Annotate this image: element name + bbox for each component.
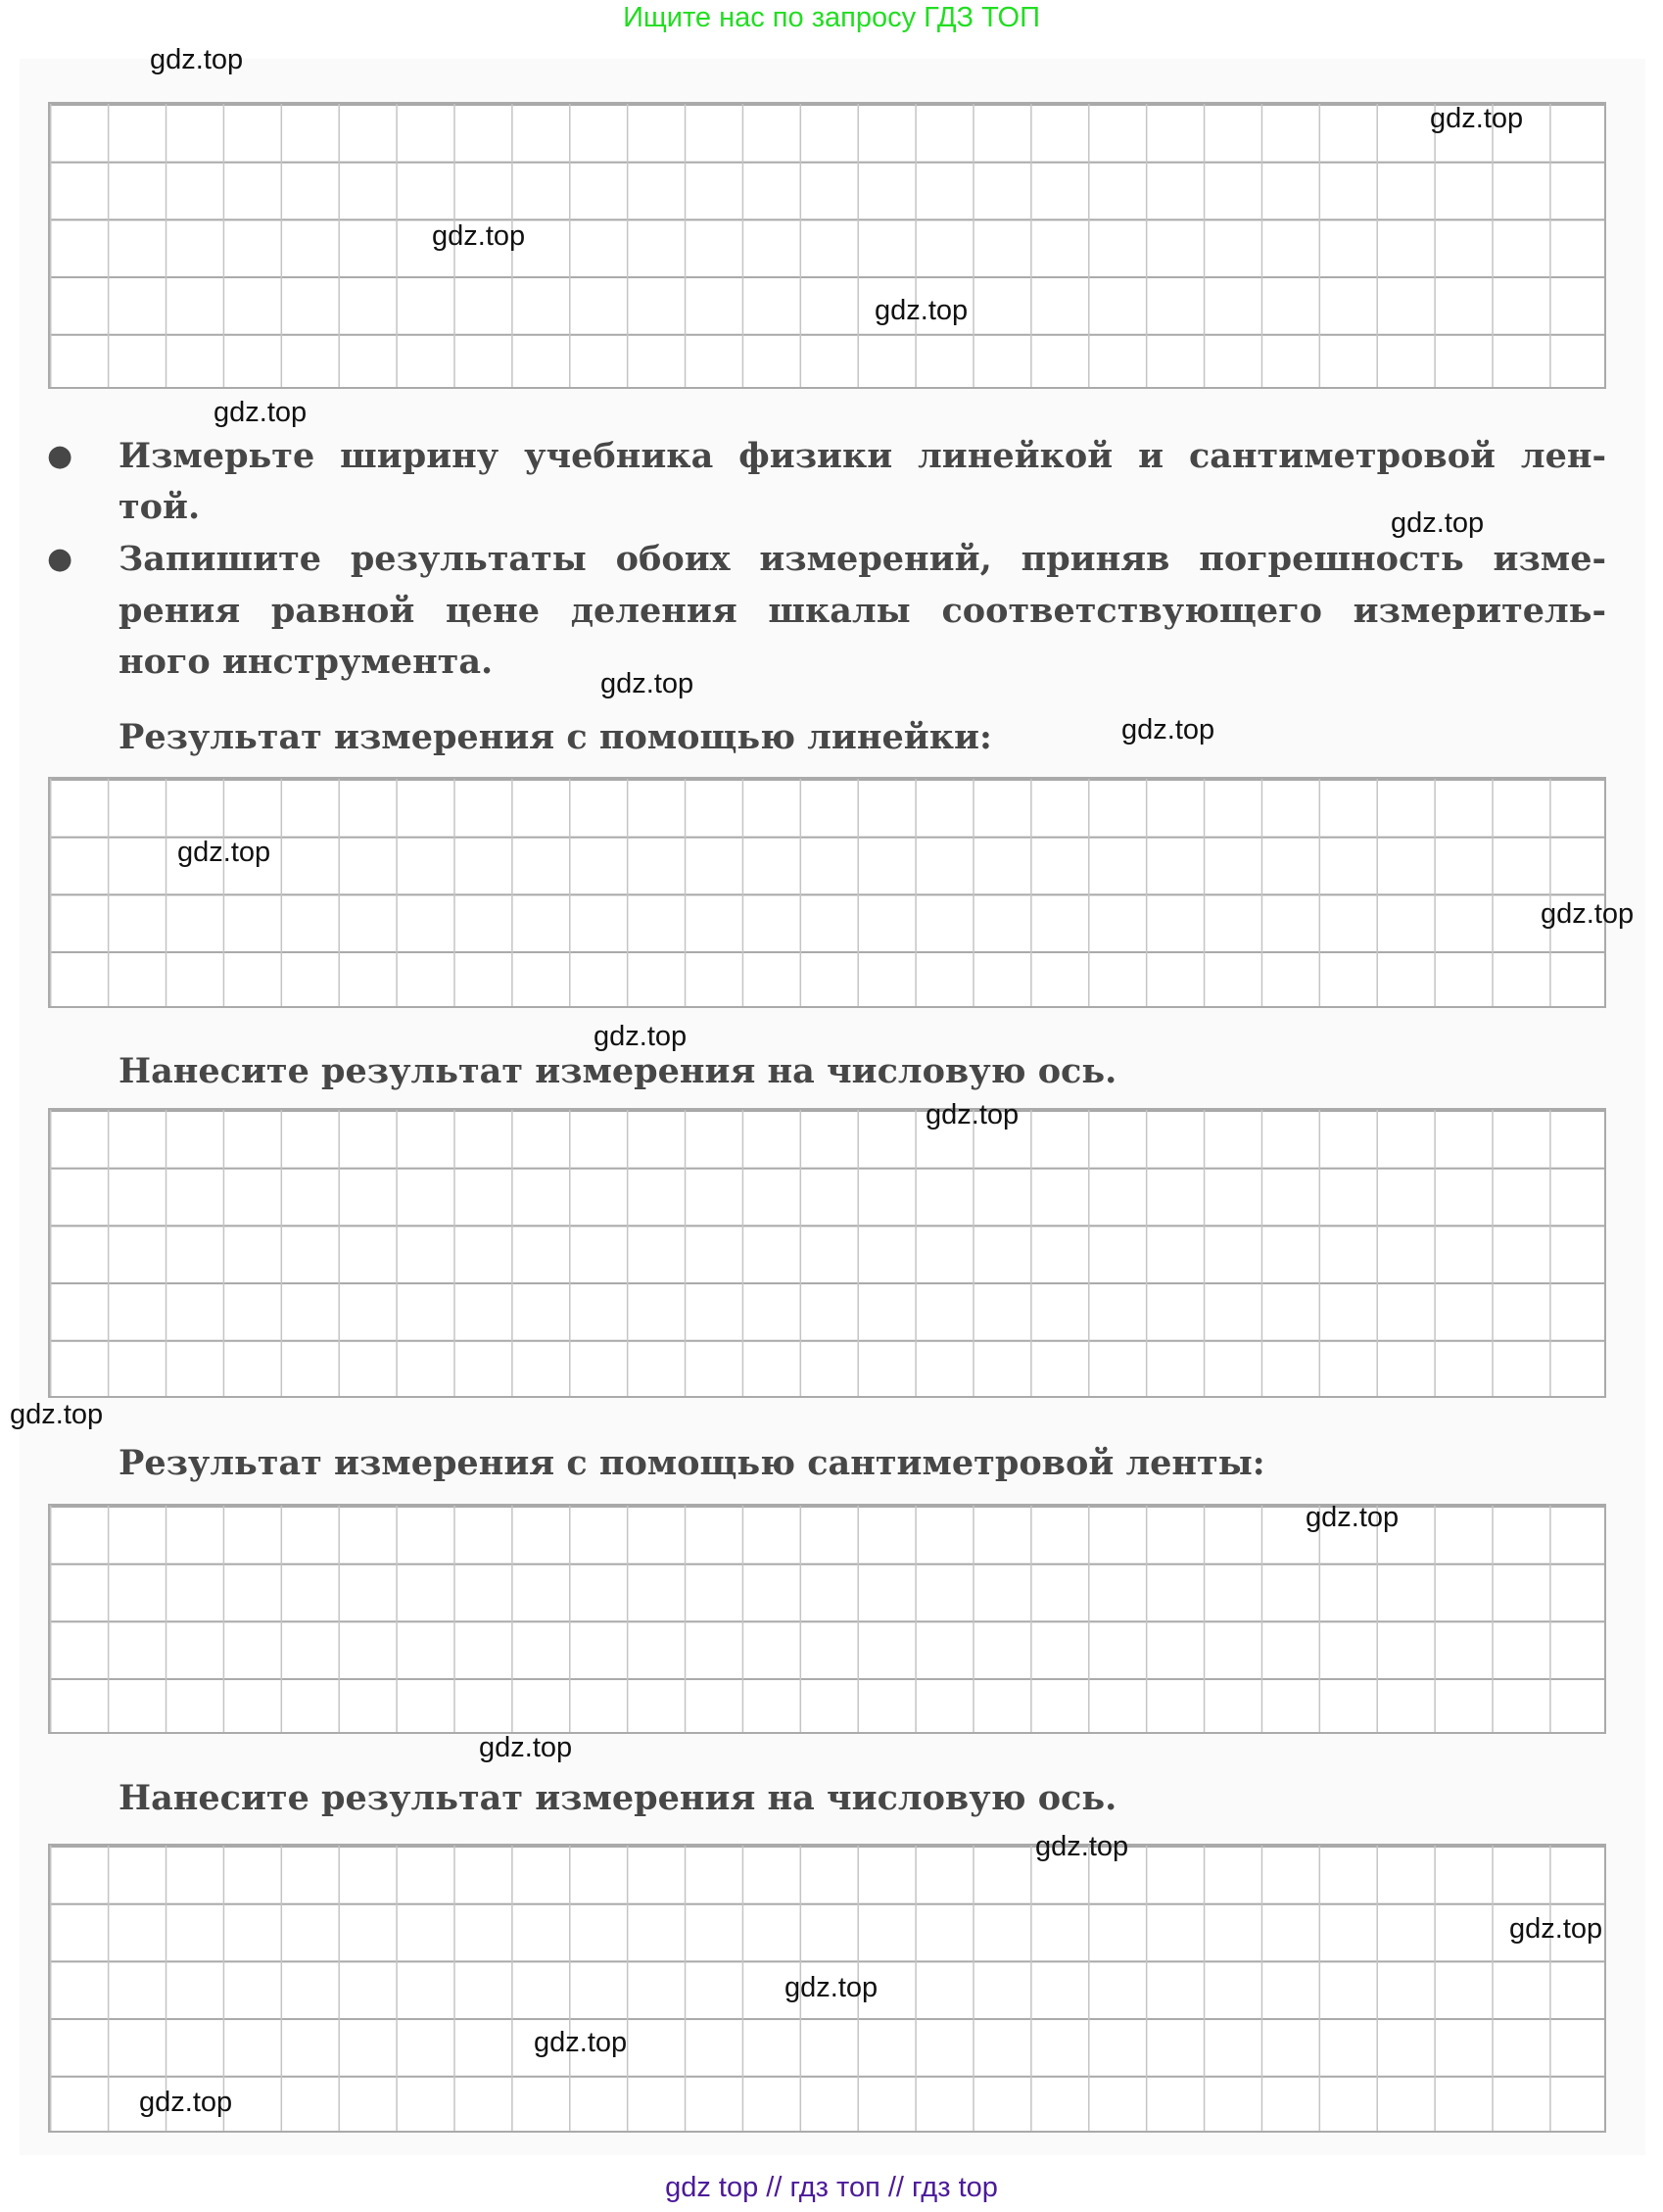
watermark: gdz.top	[432, 220, 526, 252]
bullet-1: ●	[47, 439, 73, 473]
watermark: gdz.top	[926, 1099, 1020, 1130]
watermark: gdz.top	[1430, 103, 1524, 134]
answer-grid-1[interactable]	[48, 102, 1606, 389]
instruction-1-line-1: Измерьте ширину учебника физики линейкой и сантиметровой лен-	[119, 436, 1606, 476]
search-banner[interactable]: Ищите нас по запросу ГДЗ ТОП	[623, 2, 1040, 33]
watermark: gdz.top	[214, 397, 308, 428]
watermark: gdz.top	[177, 837, 271, 868]
instruction-2-line-3: ного инструмента.	[119, 642, 494, 682]
watermark: gdz.top	[784, 1972, 879, 2003]
watermark: gdz.top	[150, 44, 244, 75]
watermark: gdz.top	[479, 1732, 573, 1763]
watermark: gdz.top	[1541, 898, 1635, 930]
watermark: gdz.top	[594, 1021, 688, 1052]
answer-grid-tape[interactable]	[48, 1504, 1606, 1734]
number-line-prompt-2: Нанесите результат измерения на числовую ось.	[119, 1778, 1117, 1818]
tape-result-label: Результат измерения с помощью сантиметровой ленты:	[119, 1443, 1265, 1483]
watermark: gdz.top	[1509, 1913, 1603, 1945]
watermark: gdz.top	[534, 2027, 628, 2058]
watermark: gdz.top	[1391, 507, 1485, 539]
ruler-result-label: Результат измерения с помощью линейки:	[119, 717, 992, 757]
watermark: gdz.top	[139, 2087, 233, 2118]
watermark: gdz.top	[1035, 1831, 1129, 1862]
instruction-2-line-1: Запишите результаты обоих измерений, приняв погрешность изме-	[119, 539, 1606, 579]
answer-grid-axis-1[interactable]	[48, 1108, 1606, 1398]
watermark: gdz.top	[1121, 714, 1215, 745]
instruction-1-line-2: той.	[119, 487, 201, 527]
instruction-2-line-2: рения равной цене деления шкалы соответствующего измеритель-	[119, 591, 1606, 631]
watermark: gdz.top	[875, 295, 969, 326]
watermark: gdz.top	[10, 1399, 104, 1430]
answer-grid-ruler[interactable]	[48, 777, 1606, 1008]
watermark: gdz.top	[1306, 1502, 1400, 1533]
footer-banner[interactable]: gdz top // гдз топ // гдз top	[665, 2172, 998, 2203]
bullet-2: ●	[47, 542, 73, 576]
number-line-prompt-1: Нанесите результат измерения на числовую ось.	[119, 1051, 1117, 1091]
watermark: gdz.top	[600, 668, 694, 699]
